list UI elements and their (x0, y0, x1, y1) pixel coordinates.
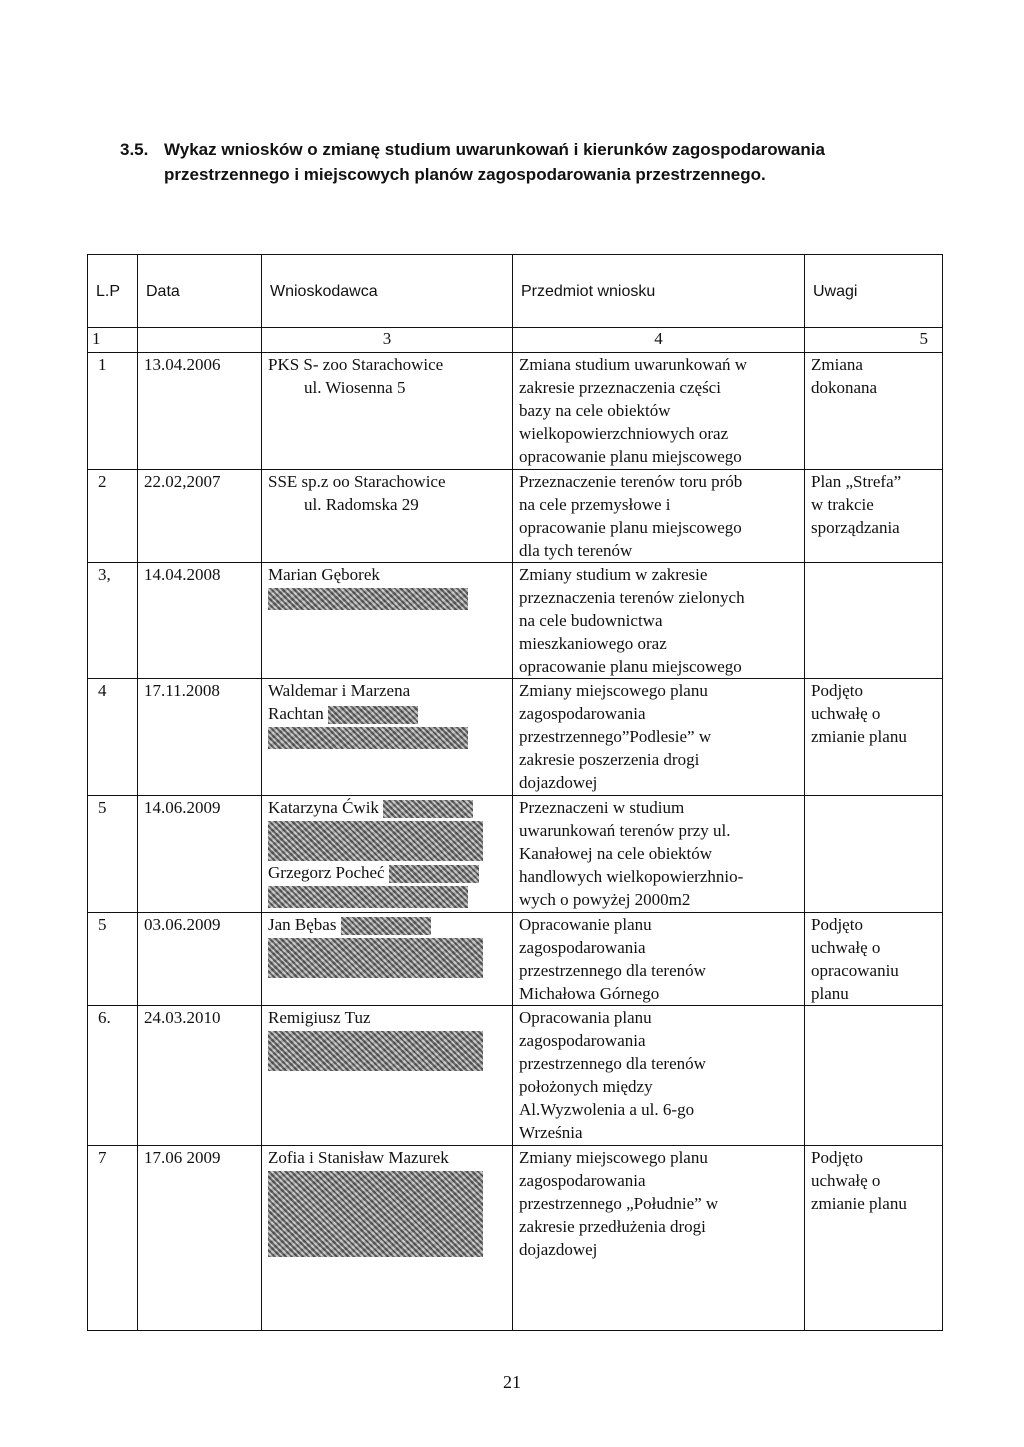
column-number-4: 4 (513, 328, 805, 353)
cell-remarks (805, 353, 943, 470)
section-number: 3.5. (120, 140, 149, 159)
subject-line: opracowanie planu miejscowego (519, 518, 742, 537)
remarks-line: uchwałę o (811, 704, 881, 723)
subject-line: handlowych wielkopowierzhnio- (519, 867, 744, 886)
table-row (88, 796, 943, 913)
subject-line: Zmiany miejscowego planu (519, 681, 708, 700)
remarks-line: Plan „Strefa” (811, 472, 902, 491)
column-number-row (88, 328, 943, 353)
remarks-line: zmianie planu (811, 727, 907, 746)
cell-lp (88, 1006, 138, 1146)
applicant-text: Remigiusz Tuz (268, 1008, 371, 1027)
applicant-line (268, 796, 508, 819)
remarks-line: w trakcie (811, 495, 874, 514)
date-value: 14.04.2008 (144, 565, 221, 584)
cell-applicant (262, 1146, 513, 1331)
cell-remarks (805, 563, 943, 679)
subject-line: zakresie przedłużenia drogi (519, 1217, 706, 1236)
table-row (88, 1006, 943, 1146)
subject-line: przestrzennego dla terenów (519, 961, 706, 980)
cell-lp (88, 796, 138, 913)
applicant-line (268, 913, 508, 936)
cell-applicant (262, 679, 513, 796)
lp-value: 5 (98, 798, 107, 817)
remarks-line: dokonana (811, 378, 878, 397)
applicant-text: Marian Gęborek (268, 565, 380, 584)
subject-line: dla tych terenów (519, 541, 633, 560)
lp-value: 5 (98, 915, 107, 934)
redacted-text (268, 727, 468, 749)
subject-line: uwarunkowań terenów przy ul. (519, 821, 731, 840)
remarks-line: planu (811, 984, 849, 1003)
subject-line: zagospodarowania (519, 704, 646, 723)
applicant-line (268, 353, 508, 376)
redacted-text (341, 917, 431, 935)
subject-line: wielkopowierzchniowych oraz (519, 424, 729, 443)
header-data: Data (138, 255, 262, 328)
remarks-line: Podjęto (811, 915, 863, 934)
subject-line: Przeznaczenie terenów toru prób (519, 472, 743, 491)
subject-line: Zmiany studium w zakresie (519, 565, 708, 584)
lp-value: 6. (98, 1008, 111, 1027)
table-header-row (88, 255, 943, 328)
applicant-text: Jan Bębas (268, 915, 337, 934)
cell-date (138, 1006, 262, 1146)
subject-line: położonych między (519, 1077, 653, 1096)
column-number-5: 5 (805, 328, 943, 353)
remarks-line: opracowaniu (811, 961, 899, 980)
subject-line: wych o powyżej 2000m2 (519, 890, 691, 909)
table-row (88, 353, 943, 470)
subject-line: dojazdowej (519, 1240, 598, 1259)
subject-line: Al.Wyzwolenia a ul. 6-go (519, 1100, 695, 1119)
subject-line: zagospodarowania (519, 1171, 646, 1190)
remarks-line: Podjęto (811, 681, 863, 700)
subject-line: Opracowania planu (519, 1008, 652, 1027)
date-value: 22.02,2007 (144, 472, 221, 491)
remarks-line: Zmiana (811, 355, 863, 374)
table-row (88, 563, 943, 679)
remarks-line: Podjęto (811, 1148, 863, 1167)
redacted-text (268, 886, 468, 908)
cell-date (138, 1146, 262, 1331)
cell-subject (513, 470, 805, 563)
applicant-line (268, 1006, 508, 1029)
heading-line-1: Wykaz wniosków o zmianę studium uwarunkowań i kierunków zagospodarowania (164, 140, 825, 159)
table-row (88, 470, 943, 563)
cell-remarks (805, 1006, 943, 1146)
lp-value: 2 (98, 472, 107, 491)
cell-date (138, 796, 262, 913)
redacted-text (328, 706, 418, 724)
applicant-line (268, 702, 508, 725)
cell-remarks (805, 679, 943, 796)
cell-date (138, 563, 262, 679)
applicant-line (268, 470, 508, 493)
cell-remarks (805, 470, 943, 563)
cell-applicant (262, 353, 513, 470)
table-row (88, 679, 943, 796)
subject-line: zagospodarowania (519, 938, 646, 957)
heading-line-2: przestrzennego i miejscowych planów zagospodarowania przestrzennego. (164, 165, 766, 184)
date-value: 17.11.2008 (144, 681, 220, 700)
cell-applicant (262, 470, 513, 563)
cell-subject (513, 353, 805, 470)
cell-subject (513, 679, 805, 796)
applications-table (87, 254, 943, 1331)
applicant-text: Zofia i Stanisław Mazurek (268, 1148, 449, 1167)
redacted-text (389, 865, 479, 883)
subject-line: Opracowanie planu (519, 915, 652, 934)
cell-date (138, 470, 262, 563)
column-number-2-empty (138, 328, 262, 353)
cell-lp (88, 563, 138, 679)
cell-subject (513, 563, 805, 679)
applicant-text: ul. Radomska 29 (304, 495, 419, 514)
cell-remarks (805, 796, 943, 913)
subject-line: Zmiany miejscowego planu (519, 1148, 708, 1167)
applicant-text: ul. Wiosenna 5 (304, 378, 406, 397)
applicant-text: Waldemar i Marzena (268, 681, 411, 700)
applicant-line (268, 679, 508, 702)
date-value: 17.06 2009 (144, 1148, 221, 1167)
applicant-text: Rachtan (268, 704, 324, 723)
cell-lp (88, 1146, 138, 1331)
cell-lp (88, 353, 138, 470)
remarks-line: uchwałę o (811, 938, 881, 957)
applicant-line (268, 493, 508, 516)
subject-line: bazy na cele obiektów (519, 401, 671, 420)
subject-line: przeznaczenia terenów zielonych (519, 588, 745, 607)
subject-line: zagospodarowania (519, 1031, 646, 1050)
subject-line: na cele przemysłowe i (519, 495, 671, 514)
applicant-line (268, 861, 508, 884)
lp-value: 3, (98, 565, 111, 584)
column-number-1: 1 (88, 328, 138, 353)
cell-date (138, 353, 262, 470)
cell-subject (513, 1146, 805, 1331)
subject-line: dojazdowej (519, 773, 598, 792)
header-przedmiot: Przedmiot wniosku (513, 255, 805, 328)
cell-lp (88, 913, 138, 1006)
section-heading (120, 137, 920, 187)
applicant-line (268, 563, 508, 586)
date-value: 24.03.2010 (144, 1008, 221, 1027)
remarks-line: sporządzania (811, 518, 900, 537)
lp-value: 7 (98, 1148, 107, 1167)
lp-value: 4 (98, 681, 107, 700)
table-row (88, 913, 943, 1006)
applicant-line (268, 1146, 508, 1169)
cell-lp (88, 470, 138, 563)
cell-remarks (805, 1146, 943, 1331)
cell-applicant (262, 796, 513, 913)
cell-applicant (262, 1006, 513, 1146)
header-wnioskodawca: Wnioskodawca (262, 255, 513, 328)
subject-line: Zmiana studium uwarunkowań w (519, 355, 748, 374)
redacted-text (268, 1171, 483, 1257)
redacted-text (268, 1031, 483, 1071)
redacted-text (268, 938, 483, 978)
remarks-line: zmianie planu (811, 1194, 907, 1213)
subject-line: opracowanie planu miejscowego (519, 447, 742, 466)
cell-lp (88, 679, 138, 796)
redacted-text (268, 821, 483, 861)
cell-applicant (262, 913, 513, 1006)
subject-line: Kanałowej na cele obiektów (519, 844, 713, 863)
date-value: 14.06.2009 (144, 798, 221, 817)
redacted-text (268, 588, 468, 610)
subject-line: na cele budownictwa (519, 611, 663, 630)
subject-line: Przeznaczeni w studium (519, 798, 685, 817)
subject-line: zakresie poszerzenia drogi (519, 750, 700, 769)
cell-subject (513, 913, 805, 1006)
remarks-line: uchwałę o (811, 1171, 881, 1190)
subject-line: przestrzennego”Podlesie” w (519, 727, 712, 746)
subject-line: Michałowa Górnego (519, 984, 660, 1003)
cell-remarks (805, 913, 943, 1006)
applicant-text: PKS S- zoo Starachowice (268, 355, 444, 374)
date-value: 03.06.2009 (144, 915, 221, 934)
applicant-text: Katarzyna Ćwik (268, 798, 379, 817)
header-lp: L.P (88, 255, 138, 328)
subject-line: przestrzennego dla terenów (519, 1054, 706, 1073)
subject-line: opracowanie planu miejscowego (519, 657, 742, 676)
column-number-3: 3 (262, 328, 513, 353)
cell-date (138, 679, 262, 796)
page-number: 21 (503, 1372, 521, 1392)
lp-value: 1 (98, 355, 107, 374)
date-value: 13.04.2006 (144, 355, 221, 374)
redacted-text (383, 800, 473, 818)
subject-line: przestrzennego „Południe” w (519, 1194, 719, 1213)
cell-applicant (262, 563, 513, 679)
cell-subject (513, 796, 805, 913)
cell-date (138, 913, 262, 1006)
table-row (88, 1146, 943, 1331)
subject-line: Września (519, 1123, 583, 1142)
applicant-text: SSE sp.z oo Starachowice (268, 472, 446, 491)
subject-line: mieszkaniowego oraz (519, 634, 667, 653)
cell-subject (513, 1006, 805, 1146)
applicant-line (268, 376, 508, 399)
applicant-text: Grzegorz Pocheć (268, 863, 385, 882)
header-uwagi: Uwagi (805, 255, 943, 328)
subject-line: zakresie przeznaczenia części (519, 378, 721, 397)
